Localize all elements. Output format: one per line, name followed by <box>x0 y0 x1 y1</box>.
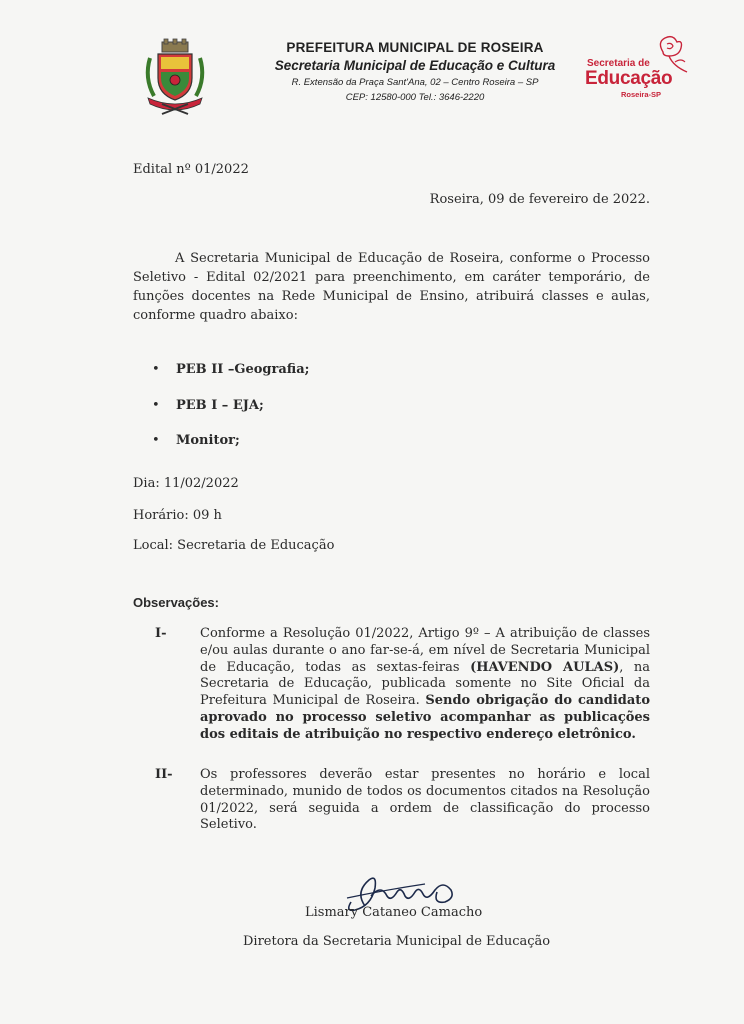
header-address: R. Extensão da Praça Sant'Ana, 02 – Centro Roseira – SP <box>291 77 539 88</box>
list-item-text: PEB I – EJA; <box>176 398 264 413</box>
bullet-icon: • <box>152 433 160 448</box>
coat-of-arms-icon <box>140 38 210 116</box>
list-item-text: Monitor; <box>176 433 240 448</box>
location-line: Local: Secretaria de Educação <box>133 538 335 553</box>
list-item <box>152 433 240 448</box>
document-date: Roseira, 09 de fevereiro de 2022. <box>429 192 650 207</box>
intro-paragraph <box>133 249 650 325</box>
list-item <box>152 398 264 413</box>
edital-number: Edital nº 01/2022 <box>133 162 249 177</box>
day-line: Dia: 11/02/2022 <box>133 476 239 491</box>
time-line: Horário: 09 h <box>133 508 222 523</box>
intro-text: A Secretaria Municipal de Educação de Roseira, conforme o Processo Seletivo - Edital 02/2021 para preenchimento, em caráter temporário, de funções docentes na Rede Municipal de Ensino, atribuirá classes e aulas, conforme quadro abaixo: <box>133 251 650 323</box>
item-numeral: II- <box>155 767 173 782</box>
item1-text-a: Conforme a Resolução 01/2022, Artigo 9º – A atribuição de classes e/ou aulas durante o ano far-se-á, em nível de Secretaria Municipal de Educação, todas as sextas-feiras <box>200 626 650 675</box>
list-item-text: PEB II –Geografia; <box>176 362 310 377</box>
logo-line2: Educação <box>585 68 673 89</box>
item-numeral: I- <box>155 626 167 641</box>
logo-line3: Roseira-SP <box>621 90 662 99</box>
item1-bold-1: (HAVENDO AULAS) <box>470 659 620 675</box>
signatory-role: Diretora da Secretaria Municipal de Educação <box>243 934 551 949</box>
education-logo <box>585 34 695 104</box>
item1-bold-2: Sendo obrigação do candidato aprovado no processo seletivo acompanhar as publicações dos editais de atribuição no respectivo endereço eletrônico. <box>200 693 650 742</box>
observations-heading: Observações: <box>133 595 219 610</box>
bullet-icon: • <box>152 398 160 413</box>
header-subtitle: Secretaria Municipal de Educação e Cultura <box>274 58 556 73</box>
header-title: PREFEITURA MUNICIPAL DE ROSEIRA <box>286 40 544 55</box>
header-contact: CEP: 12580-000 Tel.: 3646-2220 <box>345 92 485 103</box>
signatory-name: Lismary Cataneo Camacho <box>305 905 483 920</box>
item1-text-b: , na Secretaria de Educação, publicada somente no Site Oficial da Prefeitura Municipal de Roseira. <box>200 659 651 709</box>
letterhead <box>240 40 590 103</box>
observation-item-1 <box>200 626 650 744</box>
observation-item-2: Os professores deverão estar presentes no horário e local determinado, munido de todos os documentos citados na Resolução 01/2022, será seguida a ordem de classificação do processo Seletivo. <box>200 767 650 833</box>
bullet-icon: • <box>152 362 160 377</box>
list-item <box>152 362 309 377</box>
logo-line1: Secretaria de <box>587 58 650 69</box>
